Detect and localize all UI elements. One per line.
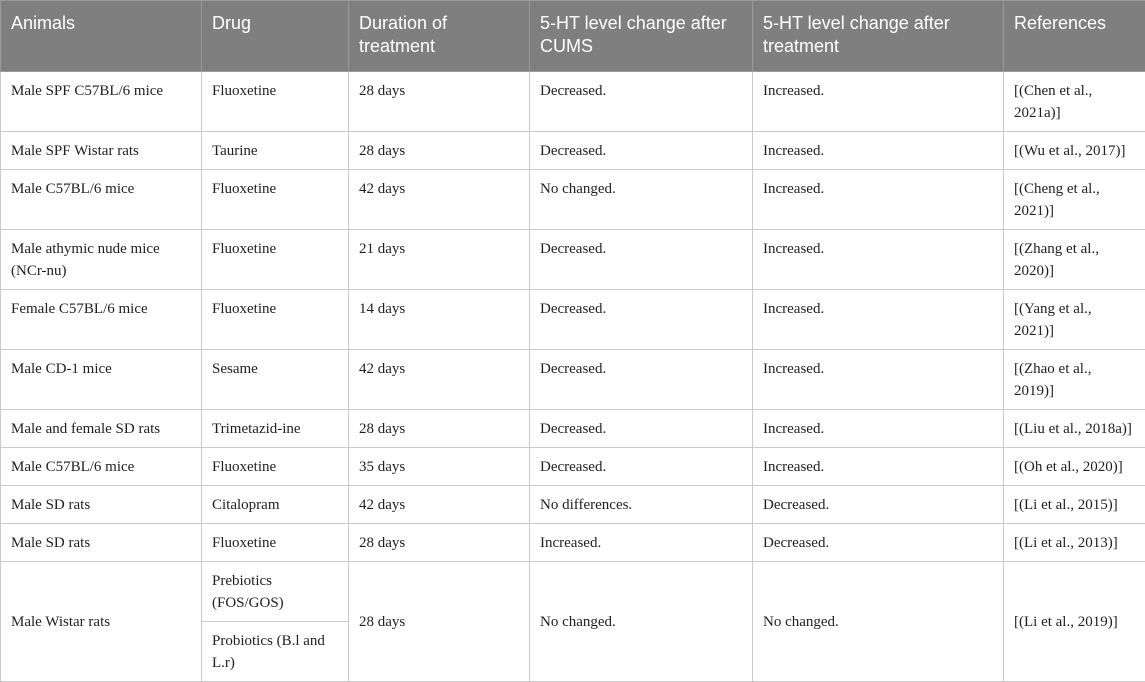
cell-after-cums: No changed. <box>530 170 753 230</box>
table-row <box>1 448 1145 486</box>
table-row <box>1 410 1145 448</box>
table-row <box>1 562 1145 622</box>
cell-after-treatment: Increased. <box>753 170 1004 230</box>
cell-drug: Prebiotics (FOS/GOS) <box>202 562 349 622</box>
cell-reference: [(Liu et al., 2018a)] <box>1004 410 1145 448</box>
cell-drug: Probiotics (B.l and L.r) <box>202 622 349 682</box>
cell-after-treatment: Increased. <box>753 230 1004 290</box>
cell-reference: [(Chen et al., 2021a)] <box>1004 72 1145 132</box>
cell-drug: Fluoxetine <box>202 72 349 132</box>
header-duration: Duration of treatment <box>349 1 530 72</box>
cell-reference: [(Oh et al., 2020)] <box>1004 448 1145 486</box>
cell-after-cums: Increased. <box>530 524 753 562</box>
cell-after-cums: Decreased. <box>530 410 753 448</box>
table-row <box>1 72 1145 132</box>
cell-reference: [(Li et al., 2015)] <box>1004 486 1145 524</box>
cell-animals: Male CD-1 mice <box>1 350 202 410</box>
cell-after-cums: Decreased. <box>530 230 753 290</box>
cell-duration: 21 days <box>349 230 530 290</box>
cell-duration: 28 days <box>349 410 530 448</box>
cell-reference: [(Zhang et al., 2020)] <box>1004 230 1145 290</box>
cell-reference: [(Li et al., 2013)] <box>1004 524 1145 562</box>
cell-reference: [(Li et al., 2019)] <box>1004 562 1145 682</box>
cell-drug: Trimetazid-ine <box>202 410 349 448</box>
cell-after-treatment: Increased. <box>753 448 1004 486</box>
cell-animals: Male SPF C57BL/6 mice <box>1 72 202 132</box>
table-row <box>1 524 1145 562</box>
cell-drug: Fluoxetine <box>202 170 349 230</box>
cell-duration: 42 days <box>349 486 530 524</box>
cell-animals: Male C57BL/6 mice <box>1 448 202 486</box>
cell-animals: Male Wistar rats <box>1 562 202 682</box>
cell-drug: Taurine <box>202 132 349 170</box>
cell-drug: Fluoxetine <box>202 524 349 562</box>
cell-drug: Citalopram <box>202 486 349 524</box>
cell-after-treatment: Increased. <box>753 410 1004 448</box>
table-row <box>1 290 1145 350</box>
header-5ht-after-cums: 5-HT level change after CUMS <box>530 1 753 72</box>
cell-animals: Male SD rats <box>1 524 202 562</box>
header-5ht-after-treatment: 5-HT level change after treatment <box>753 1 1004 72</box>
cell-duration: 14 days <box>349 290 530 350</box>
cell-animals: Male athymic nude mice (NCr-nu) <box>1 230 202 290</box>
cell-reference: [(Wu et al., 2017)] <box>1004 132 1145 170</box>
table-row <box>1 230 1145 290</box>
table-row <box>1 170 1145 230</box>
header-references: References <box>1004 1 1145 72</box>
cell-after-treatment: Increased. <box>753 72 1004 132</box>
cell-after-cums: Decreased. <box>530 132 753 170</box>
cell-after-cums: Decreased. <box>530 350 753 410</box>
table-row <box>1 350 1145 410</box>
header-animals: Animals <box>1 1 202 72</box>
cell-duration: 28 days <box>349 72 530 132</box>
cell-after-treatment: No changed. <box>753 562 1004 682</box>
cell-after-cums: Decreased. <box>530 290 753 350</box>
cell-after-cums: Decreased. <box>530 448 753 486</box>
table-row <box>1 486 1145 524</box>
cell-duration: 28 days <box>349 562 530 682</box>
cell-animals: Female C57BL/6 mice <box>1 290 202 350</box>
cell-duration: 28 days <box>349 132 530 170</box>
header-drug: Drug <box>202 1 349 72</box>
cell-after-cums: No changed. <box>530 562 753 682</box>
cell-duration: 42 days <box>349 170 530 230</box>
cell-drug: Sesame <box>202 350 349 410</box>
cell-duration: 35 days <box>349 448 530 486</box>
cell-duration: 42 days <box>349 350 530 410</box>
cell-drug: Fluoxetine <box>202 290 349 350</box>
cell-after-cums: Decreased. <box>530 72 753 132</box>
cell-drug: Fluoxetine <box>202 448 349 486</box>
cell-reference: [(Yang et al., 2021)] <box>1004 290 1145 350</box>
cell-duration: 28 days <box>349 524 530 562</box>
cell-after-treatment: Increased. <box>753 132 1004 170</box>
table-row <box>1 132 1145 170</box>
cell-drug: Fluoxetine <box>202 230 349 290</box>
cell-animals: Male C57BL/6 mice <box>1 170 202 230</box>
cell-after-treatment: Decreased. <box>753 486 1004 524</box>
cell-reference: [(Zhao et al., 2019)] <box>1004 350 1145 410</box>
cell-after-treatment: Increased. <box>753 350 1004 410</box>
cell-after-treatment: Decreased. <box>753 524 1004 562</box>
cell-after-treatment: Increased. <box>753 290 1004 350</box>
cell-animals: Male SD rats <box>1 486 202 524</box>
cell-reference: [(Cheng et al., 2021)] <box>1004 170 1145 230</box>
cell-after-cums: No differences. <box>530 486 753 524</box>
header-row <box>1 1 1145 72</box>
cell-animals: Male SPF Wistar rats <box>1 132 202 170</box>
cell-animals: Male and female SD rats <box>1 410 202 448</box>
